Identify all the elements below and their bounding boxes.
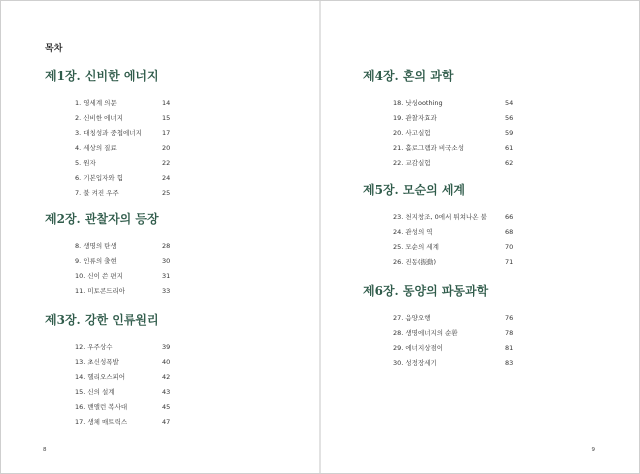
entry-page: 31 (162, 272, 171, 280)
toc-entry[interactable] (45, 269, 171, 284)
entry-page: 71 (505, 258, 514, 266)
chapter-title: 제5장. 모순의 세계 (363, 183, 466, 197)
chapter-entries (45, 340, 171, 430)
toc-entry[interactable] (363, 156, 514, 171)
chapter-title: 제1장. 신비한 에너지 (45, 69, 159, 83)
entry-page: 25 (162, 189, 171, 197)
entry-page: 59 (505, 129, 514, 137)
toc-entry[interactable] (45, 126, 171, 141)
toc-entry[interactable] (363, 311, 514, 326)
entry-label: 9. 인류의 출현 (75, 257, 117, 265)
toc-entry[interactable] (45, 385, 171, 400)
entry-page: 62 (505, 159, 514, 167)
entry-page: 33 (162, 287, 171, 295)
toc-entry[interactable] (363, 341, 514, 356)
toc-entry[interactable] (45, 340, 171, 355)
page-number: 9 (591, 447, 595, 453)
entry-label: 18. 낫싱oothing (393, 99, 443, 107)
toc-entry[interactable] (363, 111, 514, 126)
chapter-title: 제6장. 동양의 파동과학 (363, 284, 489, 298)
toc-entry[interactable] (363, 96, 514, 111)
toc-entry[interactable] (45, 141, 171, 156)
toc-entry[interactable] (45, 186, 171, 201)
entry-page: 40 (162, 358, 171, 366)
entry-label: 7. 불 켜진 우주 (75, 189, 119, 197)
chapter-4 (363, 67, 514, 171)
entry-label: 20. 사고실험 (393, 129, 431, 137)
entry-page: 14 (162, 99, 171, 107)
entry-label: 17. 생체 매트릭스 (75, 418, 128, 426)
entry-label: 8. 생명의 탄생 (75, 242, 117, 250)
entry-page: 61 (505, 144, 514, 152)
chapter-entries (363, 96, 514, 171)
entry-page: 81 (505, 344, 514, 352)
chapter-title: 제4장. 혼의 과학 (363, 69, 454, 83)
entry-label: 12. 우주상수 (75, 343, 113, 351)
entry-page: 70 (505, 243, 514, 251)
toc-entry[interactable] (363, 141, 514, 156)
entry-page: 17 (162, 129, 171, 137)
entry-page: 78 (505, 329, 514, 337)
left-page (1, 1, 319, 473)
chapter-3 (45, 311, 171, 430)
entry-label: 4. 세상의 질료 (75, 144, 117, 152)
entry-label: 25. 모순의 세계 (393, 243, 439, 251)
toc-heading: 목차 (45, 44, 63, 54)
entry-page: 22 (162, 159, 171, 167)
entry-label: 5. 원자 (75, 159, 96, 167)
entry-label: 24. 관성의 역 (393, 228, 433, 236)
entry-label: 29. 에너지상점이 (393, 344, 444, 352)
entry-label: 21. 홀로그램과 비국소성 (393, 144, 464, 152)
toc-entry[interactable] (45, 254, 171, 269)
toc-entry[interactable] (363, 356, 514, 371)
toc-entry[interactable] (363, 126, 514, 141)
entry-page: 83 (505, 359, 514, 367)
entry-page: 28 (162, 242, 171, 250)
entry-page: 30 (162, 257, 171, 265)
entry-page: 56 (505, 114, 514, 122)
chapter-entries (363, 311, 514, 371)
entry-label: 16. 밴앨런 복사대 (75, 403, 128, 411)
entry-label: 28. 생명에너지의 순환 (393, 329, 458, 337)
page-number: 8 (43, 447, 47, 453)
entry-label: 6. 기본입자와 힘 (75, 174, 124, 182)
entry-page: 42 (162, 373, 171, 381)
toc-entry[interactable] (45, 171, 171, 186)
chapter-2 (45, 210, 171, 299)
entry-page: 24 (162, 174, 171, 182)
toc-entry[interactable] (363, 225, 514, 240)
toc-entry[interactable] (363, 240, 514, 255)
entry-label: 19. 관찰자효과 (393, 114, 437, 122)
right-page (321, 1, 639, 473)
toc-entry[interactable] (45, 415, 171, 430)
entry-page: 68 (505, 228, 514, 236)
entry-label: 3. 대칭성과 중첩에너지 (75, 129, 142, 137)
toc-entry[interactable] (45, 239, 171, 254)
toc-entry[interactable] (45, 370, 171, 385)
toc-entry[interactable] (45, 111, 171, 126)
chapter-title: 제2장. 관찰자의 등장 (45, 212, 159, 226)
chapter-5 (363, 181, 514, 270)
entry-label: 15. 신의 설계 (75, 388, 115, 396)
entry-label: 13. 초신성폭발 (75, 358, 119, 366)
entry-page: 47 (162, 418, 171, 426)
entry-label: 27. 음양오행 (393, 314, 431, 322)
entry-label: 2. 신비한 에너지 (75, 114, 124, 122)
chapter-1 (45, 67, 171, 201)
toc-entry[interactable] (45, 355, 171, 370)
toc-entry[interactable] (363, 326, 514, 341)
entry-page: 15 (162, 114, 171, 122)
entry-page: 76 (505, 314, 514, 322)
entry-label: 22. 교감실험 (393, 159, 431, 167)
toc-entry[interactable] (45, 284, 171, 299)
entry-label: 26. 진동(振動) (393, 258, 437, 266)
entry-label: 11. 미토콘드리아 (75, 287, 126, 295)
entry-page: 66 (505, 213, 514, 221)
entry-label: 23. 천지창조, 0에서 튀쳐나온 불 (393, 213, 487, 221)
entry-page: 43 (162, 388, 171, 396)
entry-page: 54 (505, 99, 514, 107)
chapter-entries (45, 239, 171, 299)
entry-page: 20 (162, 144, 171, 152)
chapter-entries (45, 96, 171, 201)
toc-entry[interactable] (363, 255, 514, 270)
chapter-entries (363, 210, 514, 270)
entry-page: 39 (162, 343, 171, 351)
chapter-title: 제3장. 강한 인류원리 (45, 313, 159, 327)
entry-label: 1. 영세계 의문 (75, 99, 117, 107)
entry-label: 30. 성정장세기 (393, 359, 437, 367)
toc-entry[interactable] (45, 96, 171, 111)
toc-entry[interactable] (45, 400, 171, 415)
toc-entry[interactable] (363, 210, 514, 225)
chapter-6 (363, 282, 514, 371)
entry-label: 10. 신이 쓴 편지 (75, 272, 123, 280)
entry-page: 45 (162, 403, 171, 411)
toc-entry[interactable] (45, 156, 171, 171)
entry-label: 14. 헬리오스피어 (75, 373, 126, 381)
